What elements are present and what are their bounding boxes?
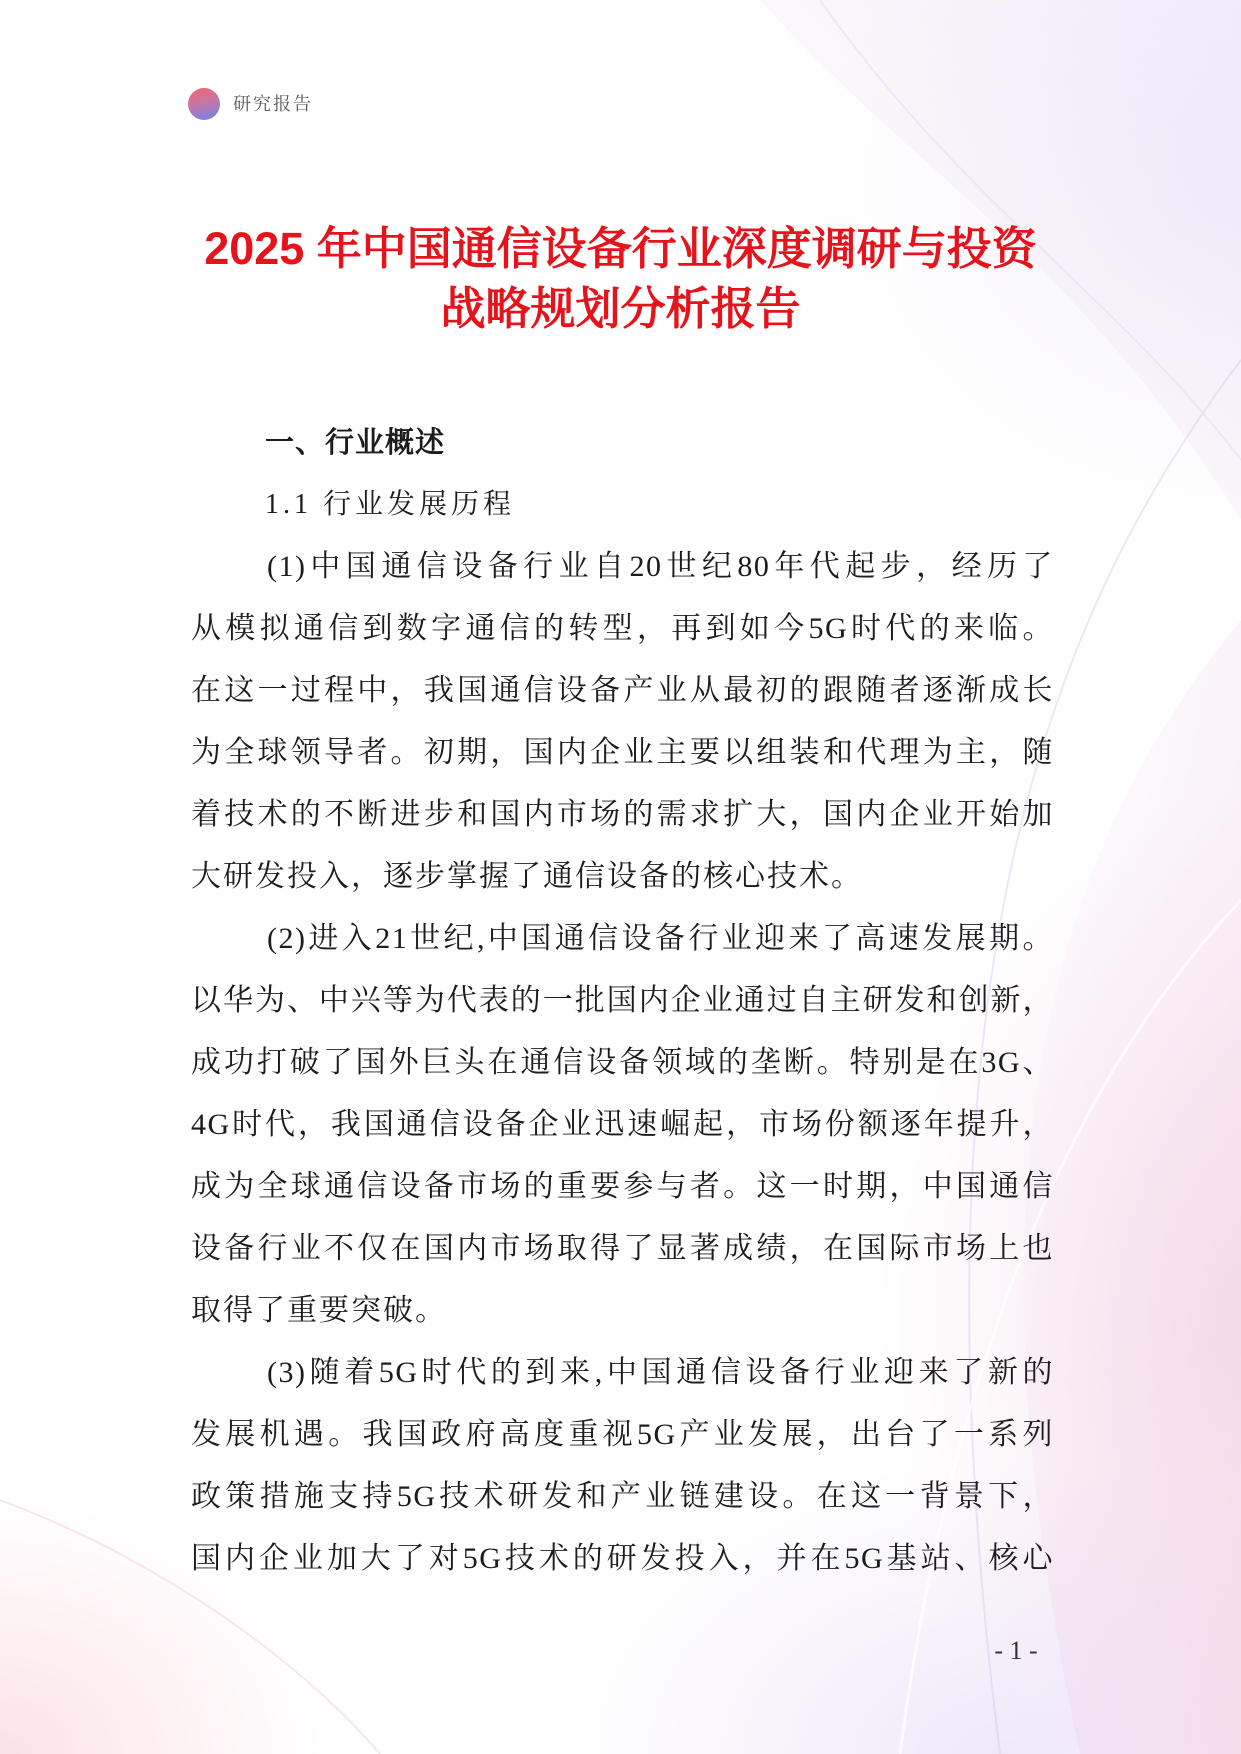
paragraph-line: (3)随着5G时代的到来,中国通信设备行业迎来了新的 xyxy=(267,1356,1054,1389)
background-swoosh-fill xyxy=(1024,620,1241,1754)
paragraph-line: 为全球领导者。初期，国内企业主要以组装和代理为主，随 xyxy=(191,736,1054,769)
paragraph-line: 成功打破了国外巨头在通信设备领域的垄断。特别是在3G、 xyxy=(191,1046,1054,1079)
paragraph-line: 成为全球通信设备市场的重要参与者。这一时期，中国通信 xyxy=(191,1170,1054,1203)
paragraph-line: 以华为、中兴等为代表的一批国内企业通过自主研发和创新， xyxy=(191,984,1054,1017)
document-body xyxy=(191,412,1054,1590)
sub-heading: 1.1 行业发展历程 xyxy=(265,489,516,520)
paragraph-line: 设备行业不仅在国内市场取得了显著成绩，在国际市场上也 xyxy=(191,1232,1054,1265)
paragraph-line: 从模拟通信到数字通信的转型，再到如今5G时代的来临。 xyxy=(191,612,1054,645)
title-line: 战略规划分析报告 xyxy=(440,283,801,334)
paragraph-line: 4G时代，我国通信设备企业迅速崛起，市场份额逐年提升， xyxy=(191,1108,1054,1141)
paragraph-line: 在这一过程中，我国通信设备产业从最初的跟随者逐渐成长 xyxy=(191,674,1054,707)
paragraph-line: 国内企业加大了对5G技术的研发投入，并在5G基站、核心 xyxy=(191,1542,1054,1575)
paragraph-line: (2)进入21世纪,中国通信设备行业迎来了高速发展期。 xyxy=(267,922,1054,955)
paragraph xyxy=(191,908,1054,1342)
paragraph-line: 着技术的不断进步和国内市场的需求扩大，国内企业开始加 xyxy=(191,798,1054,831)
paragraph-line: 政策措施支持5G技术研发和产业链建设。在这一背景下， xyxy=(191,1480,1054,1513)
paragraph xyxy=(191,536,1054,908)
paragraph xyxy=(191,1342,1054,1590)
title-line: 2025 年中国通信设备行业深度调研与投资 xyxy=(204,223,1037,274)
page-number: - 1 - xyxy=(994,1636,1038,1665)
paragraph-line: 取得了重要突破。 xyxy=(191,1294,447,1327)
document-title xyxy=(0,219,1241,339)
header-label: 研究报告 xyxy=(233,94,313,114)
paragraph-line: 发展机遇。我国政府高度重视5G产业发展，出台了一系列 xyxy=(191,1418,1054,1451)
logo-icon xyxy=(188,88,220,120)
paragraph-line: 大研发投入，逐步掌握了通信设备的核心技术。 xyxy=(191,860,863,893)
section-heading: 一、行业概述 xyxy=(265,427,446,459)
paragraph-line: (1)中国通信设备行业自20世纪80年代起步，经历了 xyxy=(267,550,1054,583)
